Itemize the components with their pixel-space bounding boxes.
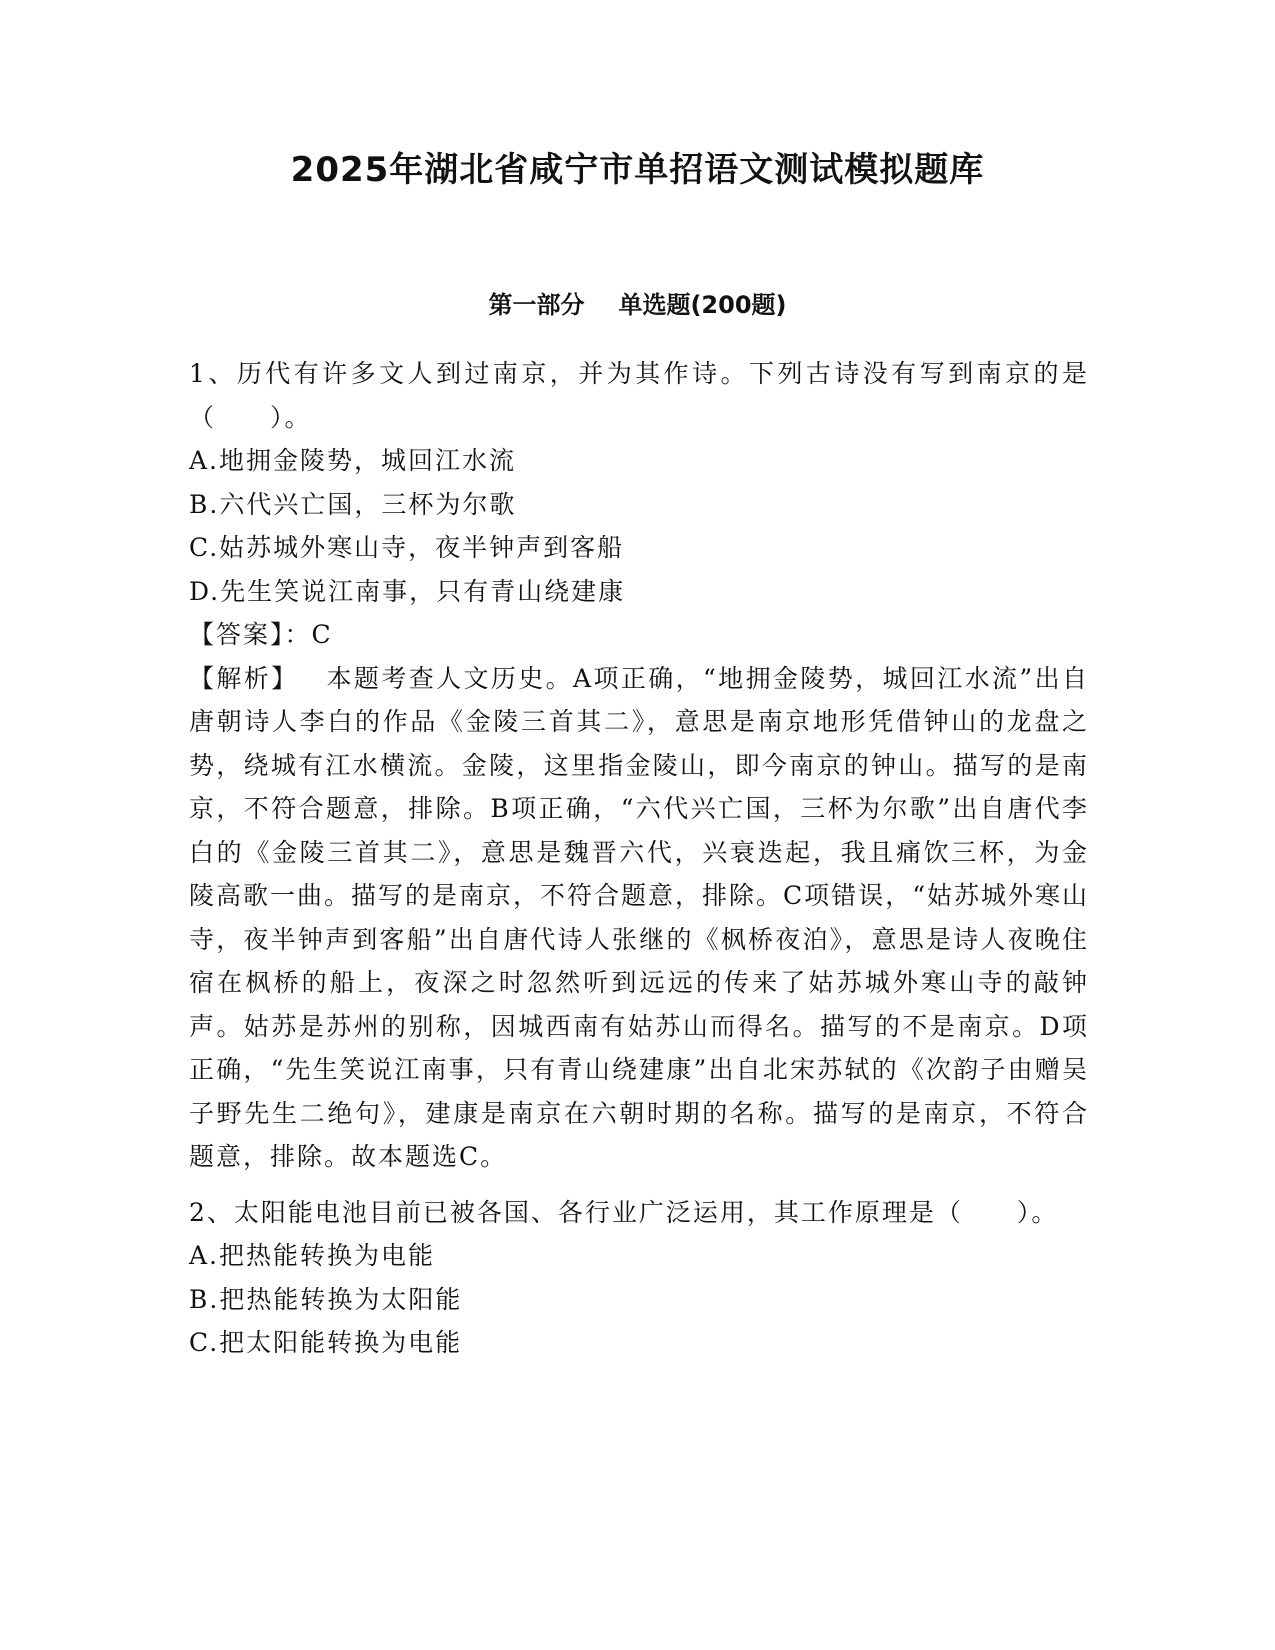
option-b: B.把热能转换为太阳能 xyxy=(189,1284,463,1314)
option-c: C.姑苏城外寒山寺，夜半钟声到客船 xyxy=(189,533,625,562)
question-2 xyxy=(189,1191,1089,1365)
option-d: D.先生笑说江南事，只有青山绕建康 xyxy=(189,576,626,606)
option-a: A.把热能转换为电能 xyxy=(189,1241,436,1270)
question-list xyxy=(189,352,1089,1365)
option-c: C.把太阳能转换为电能 xyxy=(189,1328,463,1357)
section-name: 单选题(200题) xyxy=(618,291,787,319)
section-part: 第一部分 xyxy=(488,291,585,319)
analysis-text: 本题考查人文历史。A项正确，“地拥金陵势，城回江水流”出自唐朝诗人李白的作品《金陵三首其二》，意思是南京地形凭借钟山的龙盘之势，绕城有江水横流。金陵，这里指金陵山，即今南京的钟山。描写的是南京，不符合题意，排除。B项正确，“六代兴亡国，三杯为尔歌”出自唐代李白的《金陵三首其二》，意思是魏晋六代，兴衰迭起，我且痛饮三杯，为金陵高歌一曲。描写的是南京，不符合题意，排除。C项错误，“姑苏城外寒山寺，夜半钟声到客船”出自唐代诗人张继的《枫桥夜泊》，意思是诗人夜晚住宿在枫桥的船上，夜深之时忽然听到远远的传来了姑苏城外寒山寺的敲钟声。姑苏是苏州的别称，因城西南有姑苏山而得名。描写的不是南京。D项正确，“先生笑说江南事，只有青山绕建康”出自北宋苏轼的《次韵子由赠吴子野先生二绝句》，建康是南京在六朝时期的名称。描写的是南京，不符合题意，排除。故本题选C。 xyxy=(189,663,1089,1171)
section-title xyxy=(0,288,1275,322)
analysis-paragraph xyxy=(189,657,1089,1179)
analysis-label: 【解析】 xyxy=(189,663,299,693)
question-1 xyxy=(189,352,1089,1179)
question-stem: 1、历代有许多文人到过南京，并为其作诗。下列古诗没有写到南京的是（ ）。 xyxy=(189,359,1089,432)
document-title: 2025年湖北省咸宁市单招语文测试模拟题库 xyxy=(290,150,985,190)
question-stem: 2、太阳能电池目前已被各国、各行业广泛运用，其工作原理是（ ）。 xyxy=(189,1197,1059,1227)
option-b: B.六代兴亡国，三杯为尔歌 xyxy=(189,489,517,519)
answer-line: 【答案】：C xyxy=(189,620,333,649)
option-a: A.地拥金陵势，城回江水流 xyxy=(189,446,517,475)
